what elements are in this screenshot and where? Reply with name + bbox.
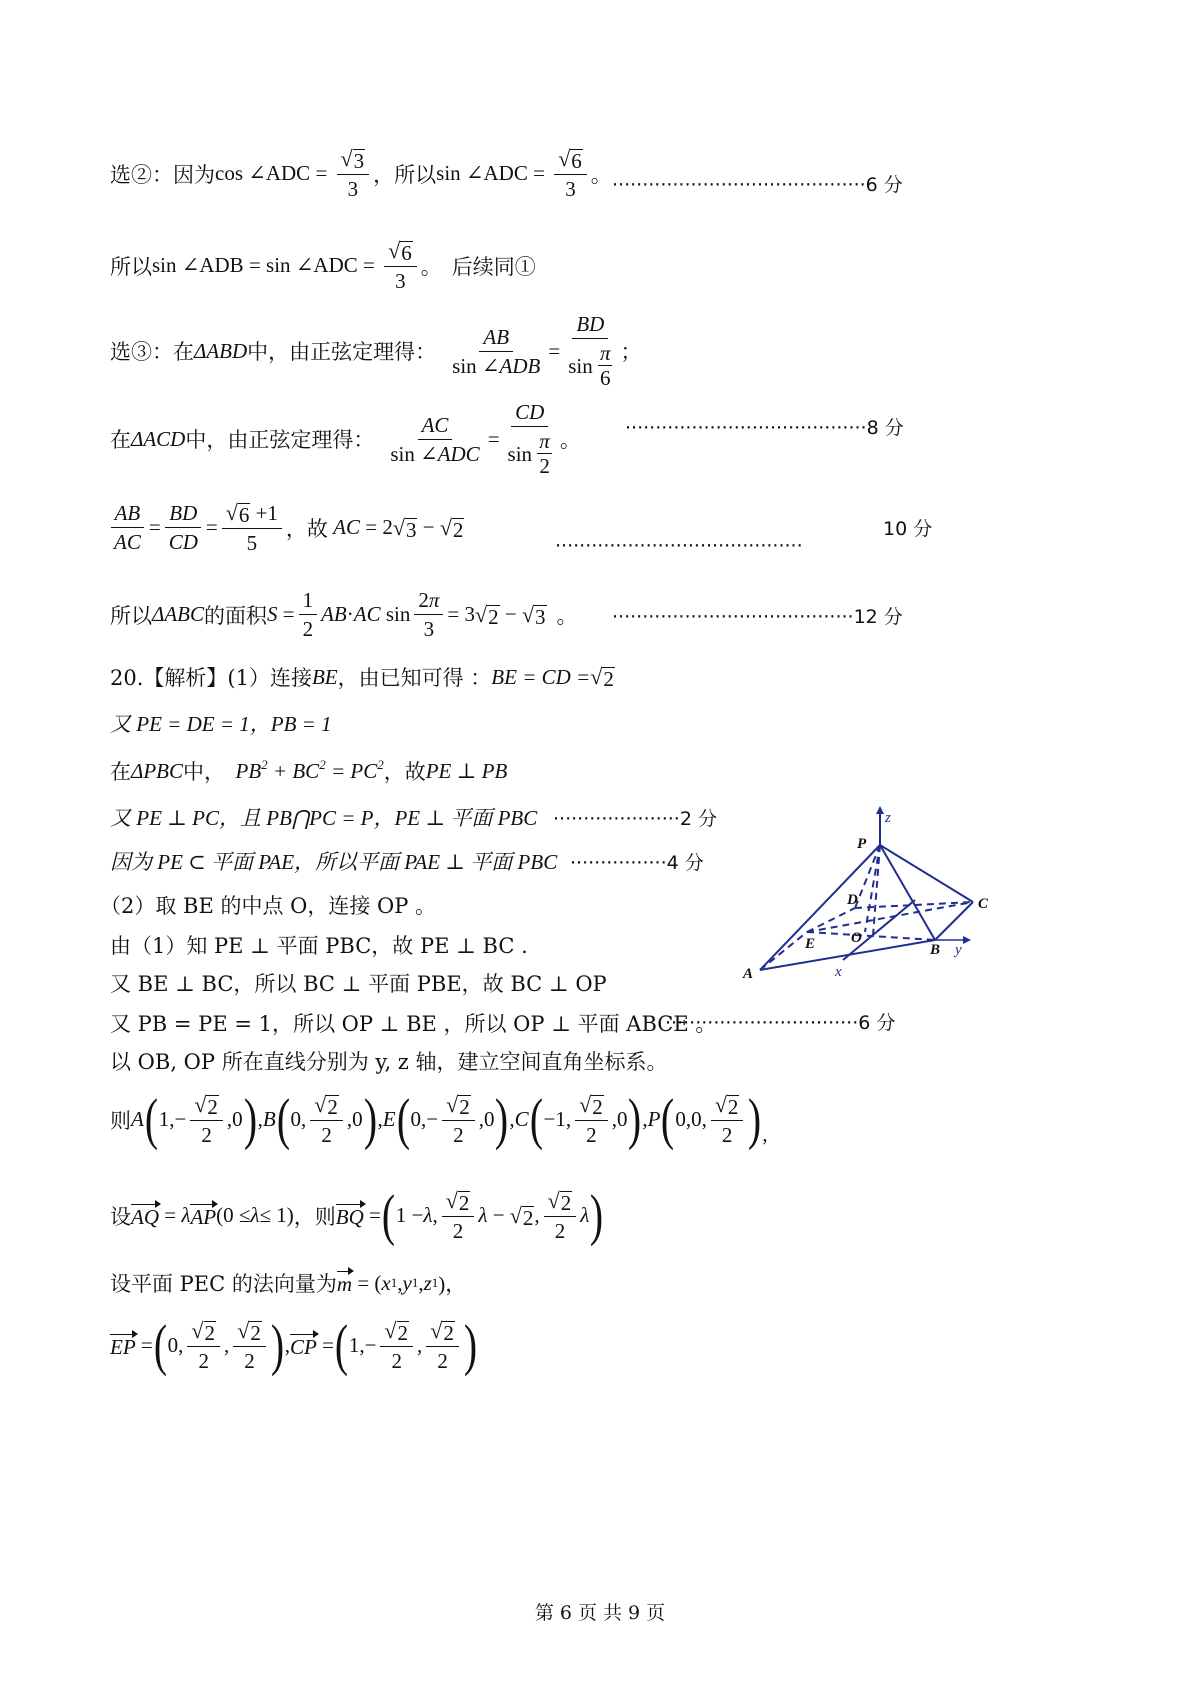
text: ，则 xyxy=(293,1204,336,1229)
math: ΔACD xyxy=(131,426,186,451)
math: ΔPBC xyxy=(131,758,183,783)
math-cos-adc: cos ∠ADC xyxy=(215,161,311,186)
text: 中，由正弦定理得： xyxy=(185,428,375,453)
text: 。 xyxy=(420,254,442,279)
text: 因为 PE ⊂ 平面 PAE，所以平面 PAE ⊥ 平面 PBC xyxy=(110,850,558,874)
score-6-b: ································6 分 xyxy=(665,1012,896,1034)
text: 则 xyxy=(110,1108,131,1133)
fraction: √ 6 3 xyxy=(384,238,417,293)
label-b: B xyxy=(930,942,941,958)
label-y: y xyxy=(955,942,962,958)
math: sin ∠ADC xyxy=(266,253,358,278)
line-option2: 选②：因为 cos ∠ADC = √ 3 3 ，所以 sin ∠ADC = √ 6 3 。 xyxy=(110,146,612,202)
text: 以 OB, OP 所在直线分别为 y, z 轴，建立空间直角坐标系。 xyxy=(110,1050,668,1074)
text: 中，由正弦定理得： xyxy=(247,340,437,365)
line-q20: 20.【解析】(1）连接 BE ，由已知可得 ： BE = CD = √ 2 xyxy=(110,663,614,691)
text: 设 xyxy=(110,1204,131,1229)
text: 选②：因为 xyxy=(110,162,215,187)
text: 在 xyxy=(110,760,131,784)
label-e: E xyxy=(805,936,816,952)
line-pe-de xyxy=(110,708,332,738)
edge-eb xyxy=(807,932,935,940)
text: ，故 xyxy=(285,516,328,541)
label-x: x xyxy=(835,964,842,980)
page-footer: 第 6 页 共 9 页 xyxy=(534,1602,666,1624)
y-axis-arrow xyxy=(963,936,971,944)
line-pbc: 在 ΔPBC 中， $PB^2 + BC^2 = PC^2$ ，故 PE ⊥ PB xyxy=(110,757,508,784)
line-aq: 设 AQ = λ AP (0 ≤ λ ≤ 1) ，则 BQ = ( 1 − λ , √ 2 2 λ − √ 2 , √ 2 2 λ ) xyxy=(110,1184,604,1248)
line-part2 xyxy=(100,890,436,920)
text: 。 xyxy=(556,603,578,628)
line-from1 xyxy=(110,930,528,960)
line-also-be xyxy=(110,968,607,998)
text: 。 xyxy=(590,162,612,187)
text: ； xyxy=(620,340,642,365)
math: ΔABD xyxy=(194,338,248,363)
edge-pc xyxy=(880,845,973,902)
text: 中， xyxy=(183,760,225,784)
text: 又 PE = DE = 1，PB = 1 xyxy=(110,712,332,736)
line-option3: 选③：在 ΔABD 中，由正弦定理得： AB sin ∠ ADB = BD sin $\frac{\pi}{6}$ ； xyxy=(110,312,642,391)
label-z: z xyxy=(885,810,891,826)
text: 又 PE ⊥ PC，且 PB⋂PC = P，PE ⊥ 平面 PBC xyxy=(110,806,538,830)
score-10-label: 10 分 xyxy=(883,518,933,540)
label-a: A xyxy=(743,966,754,982)
math: PE ⊥ PB xyxy=(425,758,508,783)
line-perp1 xyxy=(110,802,537,832)
math: sin ∠ADB xyxy=(152,253,244,278)
math: ΔABC xyxy=(152,602,204,627)
line-normal: 设平面 PEC 的法向量为 m = ( x 1 , y 1 , z 1 )， xyxy=(110,1268,466,1298)
line-because xyxy=(110,846,557,876)
score-2: ·····················2 分 xyxy=(553,808,717,830)
line-acd: 在 ΔACD 中，由正弦定理得： AC sin ∠ ADC = CD sin $\frac{\pi}{2}$ 。 xyxy=(110,400,581,479)
score-10-dots: ········································· xyxy=(555,535,803,557)
math: BE xyxy=(311,664,338,689)
label-p: P xyxy=(857,836,867,852)
text: 所以 xyxy=(110,254,152,279)
fraction: √ 3 3 xyxy=(337,146,370,201)
text: 所以 xyxy=(110,603,152,628)
text: 后续同① xyxy=(451,254,536,279)
text: （2）取 BE 的中点 O，连接 OP 。 xyxy=(100,894,437,918)
line-ep-cp: EP = ( 0, √ 2 2 , √ 2 2 ) , CP = ( 1,− √ 2 2 , √ 2 2 ) xyxy=(110,1314,477,1378)
line-axes xyxy=(110,1046,668,1076)
text: 选③：在 xyxy=(110,340,194,365)
label-d: D xyxy=(847,892,858,908)
line-also-pb xyxy=(110,1008,716,1038)
fraction: √ 6 3 xyxy=(554,146,587,201)
score-12: ········································12 分 xyxy=(612,606,903,628)
edge-ae xyxy=(760,932,807,970)
line-ratio: $\frac{AB}{AC}$ = $\frac{BD}{CD}$ = √ 6 +1 5 ，故 AC = 2 √ 3 − √ 2 xyxy=(110,500,464,555)
text: 由（1）知 PE ⊥ 平面 PBC，故 PE ⊥ BC . xyxy=(110,934,528,958)
edge-pb xyxy=(880,845,935,940)
score-8: ········································8 分 xyxy=(625,417,904,439)
z-axis-arrow xyxy=(876,806,884,814)
math: BE = CD = xyxy=(491,664,591,689)
score-4: ················4 分 xyxy=(570,852,704,874)
text: ，所以 xyxy=(373,162,437,187)
text: 设平面 PEC 的法向量为 xyxy=(110,1272,337,1296)
text: ，由已知可得 ： xyxy=(337,666,492,690)
text: 在 xyxy=(110,428,131,453)
line-sin-adb: 所以 sin ∠ADB = sin ∠ADC = √ 6 3 。 后续同① xyxy=(110,238,536,294)
math-sin-adc: sin ∠ADC xyxy=(436,161,528,186)
text: 又 BE ⊥ BC，所以 BC ⊥ 平面 PBE，故 BC ⊥ OP xyxy=(110,972,607,996)
label-o: O xyxy=(851,930,862,946)
text: 又 PB = PE = 1，所以 OP ⊥ BE ，所以 OP ⊥ 平面 ABCE 。 xyxy=(110,1012,717,1036)
edge-pa xyxy=(760,845,880,970)
pyramid-figure xyxy=(743,800,1115,1020)
text: ，故 xyxy=(383,760,426,784)
score-6-a: ··········································6 分 xyxy=(612,174,903,196)
label-c: C xyxy=(978,896,989,912)
line-coords: 则 A ( 1,− √ 2 2 ,0 ) , B ( 0, √ 2 2 ,0 ) , E ( 0,− √ 2 2 ,0 ) , C ( −1, √ 2 2 ,0 ) , P ( 0,0, √ 2 2 ) , xyxy=(110,1088,768,1152)
line-area: 所以 ΔABC 的面积 S = $\frac{1}{2}$ AB · AC sin 2 π 3 = 3 √ 2 − √ 3 。 xyxy=(110,588,578,642)
text: 20.【解析】(1）连接 xyxy=(110,666,312,690)
text: 的面积 xyxy=(204,603,267,628)
text: 。 xyxy=(559,428,581,453)
